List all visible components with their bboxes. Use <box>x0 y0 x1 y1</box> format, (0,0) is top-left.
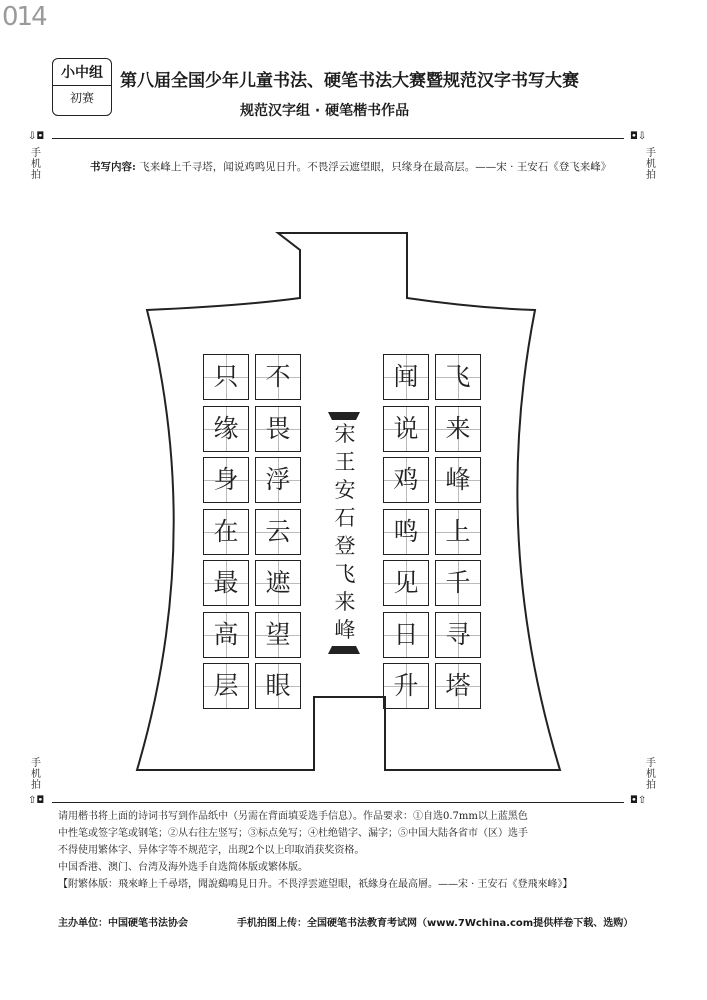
grid-cell: 飞 <box>435 354 481 400</box>
signature-char: 登 <box>334 534 356 558</box>
grid-cell: 寻 <box>435 612 481 658</box>
handwritten-number: 014 <box>2 2 46 32</box>
camera-icon: ◘⇩ <box>630 131 647 142</box>
grid-cell: 云 <box>255 509 301 555</box>
grid-cell: 塔 <box>435 663 481 709</box>
grid-cell: 不 <box>255 354 301 400</box>
signature-char: 宋 <box>334 422 356 446</box>
camera-icon: ◘⇧ <box>630 795 647 806</box>
content-text: 飞来峰上千寻塔，闻说鸡鸣见日升。不畏浮云遮望眼，只缘身在最高层。——宋 · 王安石《登飞来峰》 <box>139 161 612 173</box>
bracket-top <box>328 412 360 420</box>
side-label-top-left: 手 机 拍 <box>31 148 41 181</box>
grid-cell: 鸡 <box>383 457 429 503</box>
signature-char: 峰 <box>334 618 356 642</box>
grid-cell: 升 <box>383 663 429 709</box>
page-subtitle: 规范汉字组 · 硬笔楷书作品 <box>240 103 410 119</box>
side-label-bottom-right: 手 机 拍 <box>646 758 656 791</box>
grid-cell: 最 <box>203 560 249 606</box>
signature-column <box>332 420 358 644</box>
grid-cell: 鸣 <box>383 509 429 555</box>
signature-char: 石 <box>334 506 356 530</box>
signature-char: 飞 <box>334 562 356 586</box>
grid-cell: 眼 <box>255 663 301 709</box>
bottom-divider <box>52 802 624 803</box>
grid-cell: 望 <box>255 612 301 658</box>
group-label: 小中组 <box>53 61 111 86</box>
grid-cell: 层 <box>203 663 249 709</box>
instructions <box>58 808 650 893</box>
grid-cell: 来 <box>435 406 481 452</box>
grid-cell: 只 <box>203 354 249 400</box>
instruction-line: 中性笔或签字笔或钢笔；②从右往左竖写；③标点免写；④杜绝错字、漏字；⑤中国大陆各省市（区）选手 <box>58 828 528 839</box>
grid-cell: 浮 <box>255 457 301 503</box>
grid-cell: 身 <box>203 457 249 503</box>
instruction-line: 中国香港、澳门、台湾及海外选手自选简体版或繁体版。 <box>58 862 308 873</box>
grid-cell: 千 <box>435 560 481 606</box>
signature-char: 来 <box>334 590 356 614</box>
camera-icon: ⇩◘ <box>28 131 45 142</box>
camera-icon: ⇧◘ <box>28 795 45 806</box>
grid-cell: 高 <box>203 612 249 658</box>
grid-cell: 上 <box>435 509 481 555</box>
instruction-line: 不得使用繁体字、异体字等不规范字，出现2个以上印取消获奖资格。 <box>58 845 365 856</box>
grid-cell: 说 <box>383 406 429 452</box>
signature-char: 安 <box>334 478 356 502</box>
grid-cell: 畏 <box>255 406 301 452</box>
content-label: 书写内容: <box>90 161 136 173</box>
grid-cell: 遮 <box>255 560 301 606</box>
grid-cell: 峰 <box>435 457 481 503</box>
instruction-line: 【附繁体版：飛來峰上千尋塔，聞說鷄鳴見日升。不畏浮雲遮望眼，祇緣身在最高層。——宋 · 王安石《登飛來峰》】 <box>58 879 573 890</box>
stage-label: 初赛 <box>69 91 94 105</box>
grid-cell: 日 <box>383 612 429 658</box>
grid-cell: 闻 <box>383 354 429 400</box>
upload-text: 手机拍图上传：全国硬笔书法教育考试网（www.7Wchina.com提供样卷下载、选购） <box>237 918 634 929</box>
grid-cell: 在 <box>203 509 249 555</box>
side-label-bottom-left: 手 机 拍 <box>31 758 41 791</box>
grid-cell: 见 <box>383 560 429 606</box>
page-title: 第八届全国少年儿童书法、硬笔书法大赛暨规范汉字书写大赛 <box>120 71 579 91</box>
bracket-bottom <box>328 646 360 654</box>
side-label-top-right: 手 机 拍 <box>646 148 656 181</box>
grid-cell: 缘 <box>203 406 249 452</box>
instruction-line: 请用楷书将上面的诗词书写到作品纸中（另需在背面填妥选手信息）。作品要求：①自选0.7mm以上蓝黑色 <box>58 811 528 822</box>
signature-char: 王 <box>334 450 356 474</box>
organizer-text: 主办单位：中国硬笔书法协会 <box>58 918 188 929</box>
